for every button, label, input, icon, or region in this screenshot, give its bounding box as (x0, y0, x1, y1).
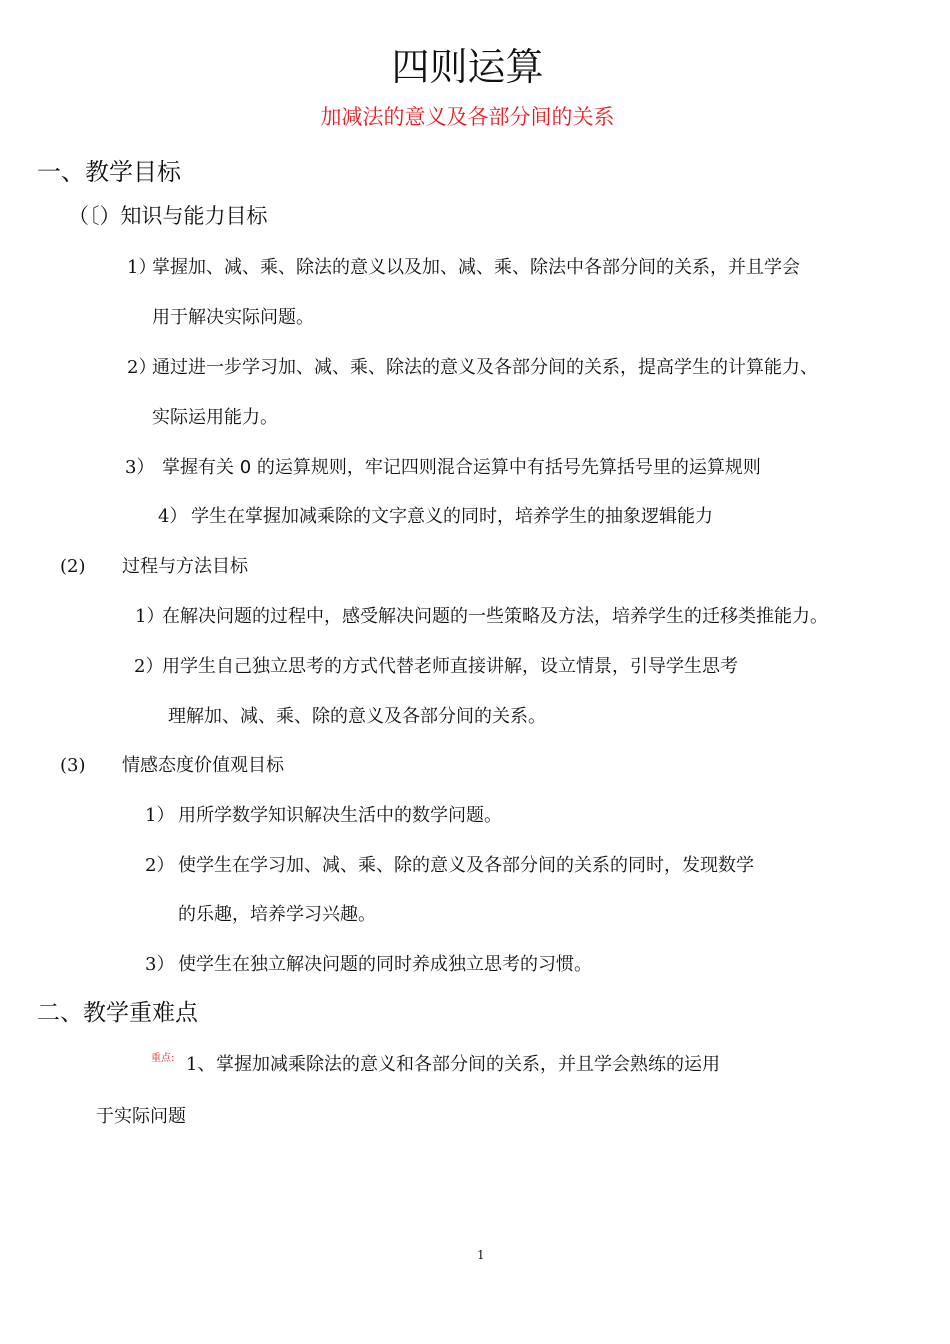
item-2-1-number: 1） (135, 606, 165, 627)
key-point-tag: 重点: (151, 1053, 175, 1064)
key-point-line2: 于实际问题 (96, 1106, 186, 1127)
item-3-2-line2: 的乐趣，培养学习兴趣。 (178, 904, 376, 925)
item-1-4-number: 4） (158, 506, 188, 527)
subsection-2-number: (2) (60, 556, 86, 577)
subsection-3-number: (3) (60, 755, 86, 776)
item-1-4-line1: 学生在掌握加减乘除的文字意义的同时，培养学生的抽象逻辑能力 (191, 506, 713, 527)
item-3-1-line1: 用所学数学知识解决生活中的数学问题。 (178, 805, 502, 826)
key-point-number: 1、 (186, 1054, 216, 1075)
item-1-1-line1: 掌握加、减、乘、除法的意义以及加、减、乘、除法中各部分间的关系，并且学会 (152, 257, 800, 278)
item-1-3-number: 3） (125, 457, 155, 478)
section-1-heading: 一、教学目标 (37, 158, 181, 186)
item-1-2-line2: 实际运用能力。 (152, 407, 278, 428)
item-1-3-line1: 掌握有关 0 的运算规则，牢记四则混合运算中有括号先算括号里的运算规则 (162, 457, 761, 478)
page-title: 四则运算 (391, 45, 544, 89)
item-2-2-line1: 用学生自己独立思考的方式代替老师直接讲解，设立情景，引导学生思考 (162, 656, 738, 677)
item-3-3-line1: 使学生在独立解决问题的同时养成独立思考的习惯。 (178, 954, 592, 975)
key-point-line1: 掌握加减乘除法的意义和各部分间的关系，并且学会熟练的运用 (216, 1054, 720, 1075)
item-1-2-line1: 通过进一步学习加、减、乘、除法的意义及各部分间的关系，提高学生的计算能力、 (152, 357, 818, 378)
item-1-2-number: 2） (127, 357, 157, 378)
item-3-2-line1: 使学生在学习加、减、乘、除的意义及各部分间的关系的同时，发现数学 (178, 855, 754, 876)
subsection-1-heading: （〔）知识与能力目标 (68, 204, 268, 228)
item-2-2-number: 2） (134, 656, 164, 677)
item-2-2-line2: 理解加、减、乘、除的意义及各部分间的关系。 (168, 706, 546, 727)
item-3-3-number: 3） (145, 954, 175, 975)
item-2-1-line1: 在解决问题的过程中，感受解决问题的一些策略及方法，培养学生的迁移类推能力。 (162, 606, 828, 627)
item-1-1-line2: 用于解决实际问题。 (152, 307, 314, 328)
page-subtitle: 加减法的意义及各部分间的关系 (320, 105, 615, 129)
item-3-2-number: 2） (145, 855, 175, 876)
subsection-2-heading: 过程与方法目标 (122, 556, 248, 577)
item-3-1-number: 1） (145, 805, 175, 826)
item-1-1-number: 1） (127, 257, 157, 278)
section-2-heading: 二、教学重难点 (37, 1000, 198, 1026)
page-number: 1 (477, 1248, 485, 1262)
subsection-3-heading: 情感态度价值观目标 (122, 755, 284, 776)
